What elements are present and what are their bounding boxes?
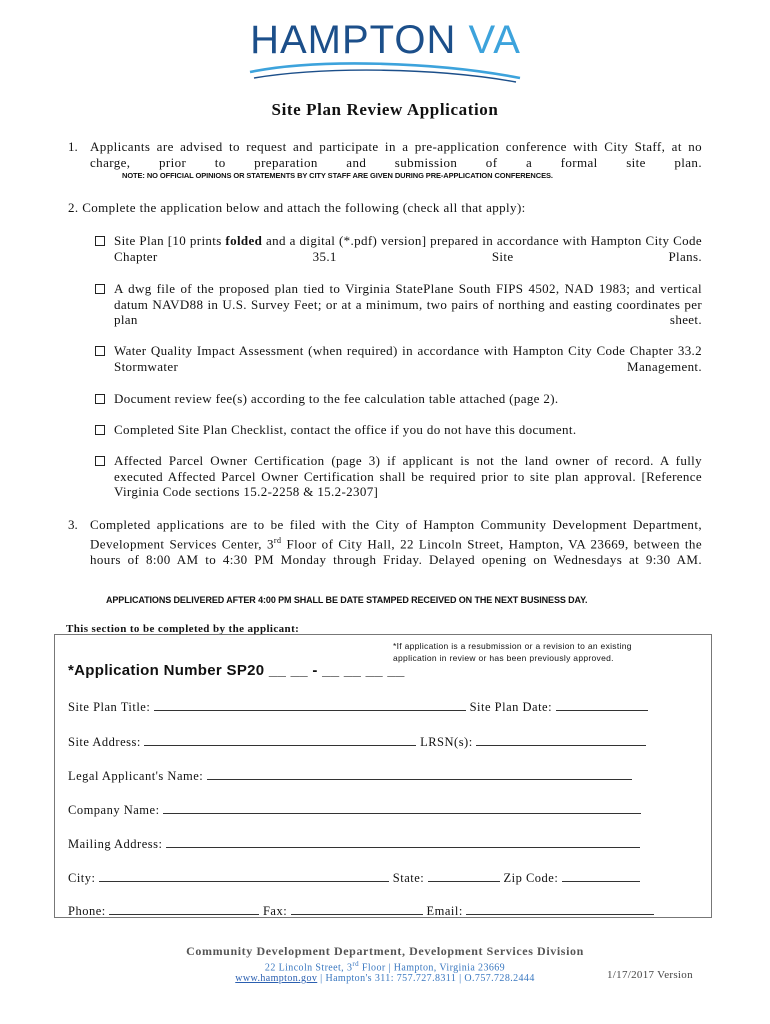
city-state-zip-row [68,871,640,886]
site-address-field[interactable] [144,735,416,746]
zip-field[interactable] [562,871,640,882]
page-title: Site Plan Review Application [271,100,499,119]
state-field[interactable] [428,871,500,882]
step-1-number: 1. [68,139,78,154]
applicant-section-label: This section to be completed by the applicant: [66,623,300,635]
lrsn-field[interactable] [476,735,646,746]
step-1-text: Applicants are advised to request and participate in a pre-application conference with City Staff, at no charge, prior to preparation and submission of a formal site plan. [90,139,702,170]
site-plan-folded-emphasis: folded [225,233,263,248]
lrsn-label: LRSN(s): [420,735,473,749]
review-fee-checkbox[interactable] [95,394,105,404]
site-plan-checklist-checkbox[interactable] [95,425,105,435]
mailing-address-row [68,837,640,852]
checklist-item-water-quality: Water Quality Impact Assessment (when required) in accordance with Hampton City Code Chapter 33.2 Stormwater Management. [114,343,702,374]
company-name-label: Company Name: [68,803,160,817]
website-link[interactable]: www.hampton.gov [235,973,318,984]
logo-suffix-text: VA [468,18,521,62]
city-field[interactable] [99,871,389,882]
step-3-text-after: Floor of City Hall, 22 Lincoln Street, Hampton, VA 23669, between the hours of 8:00 AM to 4:30 PM Monday through Friday. Delayed opening on Wednesdays at 9:30 AM. [90,536,702,568]
checklist-item-review-fee: Document review fee(s) according to the fee calculation table attached (page 2). [114,391,559,406]
hampton-va-logo [248,18,523,82]
phone-fax-email-row [68,904,654,919]
site-plan-text-before: Site Plan [10 prints [114,233,226,248]
footer-address-after: Floor | Hampton, Virginia 23669 [359,962,506,974]
site-plan-date-field[interactable] [556,700,648,711]
step-2-heading: 2. Complete the application below and attach the following (check all that apply): [68,200,526,215]
logo-swoosh-icon [248,60,523,84]
email-label: Email: [426,904,463,918]
resubmission-note: *If application is a resubmission or a revision to an existing application in review or has been previously approved. [393,641,632,663]
dwg-file-checkbox[interactable] [95,284,105,294]
application-number-field[interactable]: *Application Number SP20 __ __ - __ __ __ __ [68,662,405,679]
step-3-text-before: Completed applications are to be filed with the City of Hampton Community Development Department, Development Services Center, 3 [90,517,702,552]
checklist-item-site-plan [114,233,702,264]
phone-field[interactable] [109,904,259,915]
delivery-deadline-note: APPLICATIONS DELIVERED AFTER 4:00 PM SHALL BE DATE STAMPED RECEIVED ON THE NEXT BUSINESS DAY. [106,595,588,605]
site-plan-checkbox[interactable] [95,236,105,246]
site-address-row [68,735,646,750]
version-label: 1/17/2017 Version [607,969,693,981]
logo-main-text: HAMPTON [250,18,457,62]
site-address-label: Site Address: [68,735,141,749]
company-name-field[interactable] [163,803,641,814]
city-label: City: [68,871,96,885]
legal-applicant-label: Legal Applicant's Name: [68,769,204,783]
footer-address-superscript: rd [352,960,359,968]
site-plan-date-label: Site Plan Date: [469,700,553,714]
email-field[interactable] [466,904,654,915]
phone-label: Phone: [68,904,106,918]
legal-applicant-field[interactable] [207,769,632,780]
water-quality-checkbox[interactable] [95,346,105,356]
fax-field[interactable] [291,904,423,915]
checklist-item-site-plan-checklist: Completed Site Plan Checklist, contact the office if you do not have this document. [114,422,577,437]
legal-applicant-row [68,769,632,784]
checklist-item-dwg-file: A dwg file of the proposed plan tied to Virginia StatePlane South FIPS 4502, NAD 1983; and vertical datum NAVD88 in U.S. Survey Feet; or at a minimum, two pairs of northing and easting coordinates per plan sheet. [114,281,702,327]
state-label: State: [392,871,425,885]
checklist-item-parcel-owner: Affected Parcel Owner Certification (page 3) if applicant is not the land owner of record. A fully executed Affected Parcel Owner Certification shall be required prior to site plan approval. [Reference Virginia Code sections 15.2-2258 & 15.2-2307] [114,453,702,499]
mailing-address-field[interactable] [166,837,640,848]
footer-department: Community Development Department, Development Services Division [186,944,584,958]
step-3-number: 3. [68,517,78,532]
mailing-address-label: Mailing Address: [68,837,163,851]
site-plan-text-after: and a digital (*.pdf) version] prepared in accordance with Hampton City Code Chapter 35.1 Site Plans. [114,233,702,264]
step-3-text [90,517,702,568]
fax-label: Fax: [262,904,288,918]
footer-phone-numbers: | Hampton's 311: 757.727.8311 | O.757.728.2444 [317,973,535,984]
zip-label: Zip Code: [503,871,559,885]
site-plan-title-field[interactable] [154,700,466,711]
step-3-superscript: rd [273,536,282,545]
footer-address-before: 22 Lincoln Street, 3 [264,962,353,974]
site-plan-title-row [68,700,648,715]
pre-application-note: NOTE: NO OFFICIAL OPINIONS OR STATEMENTS BY CITY STAFF ARE GIVEN DURING PRE-APPLICATION CONFERENCES. [122,171,553,180]
site-plan-title-label: Site Plan Title: [68,700,151,714]
company-name-row [68,803,641,818]
parcel-owner-checkbox[interactable] [95,456,105,466]
